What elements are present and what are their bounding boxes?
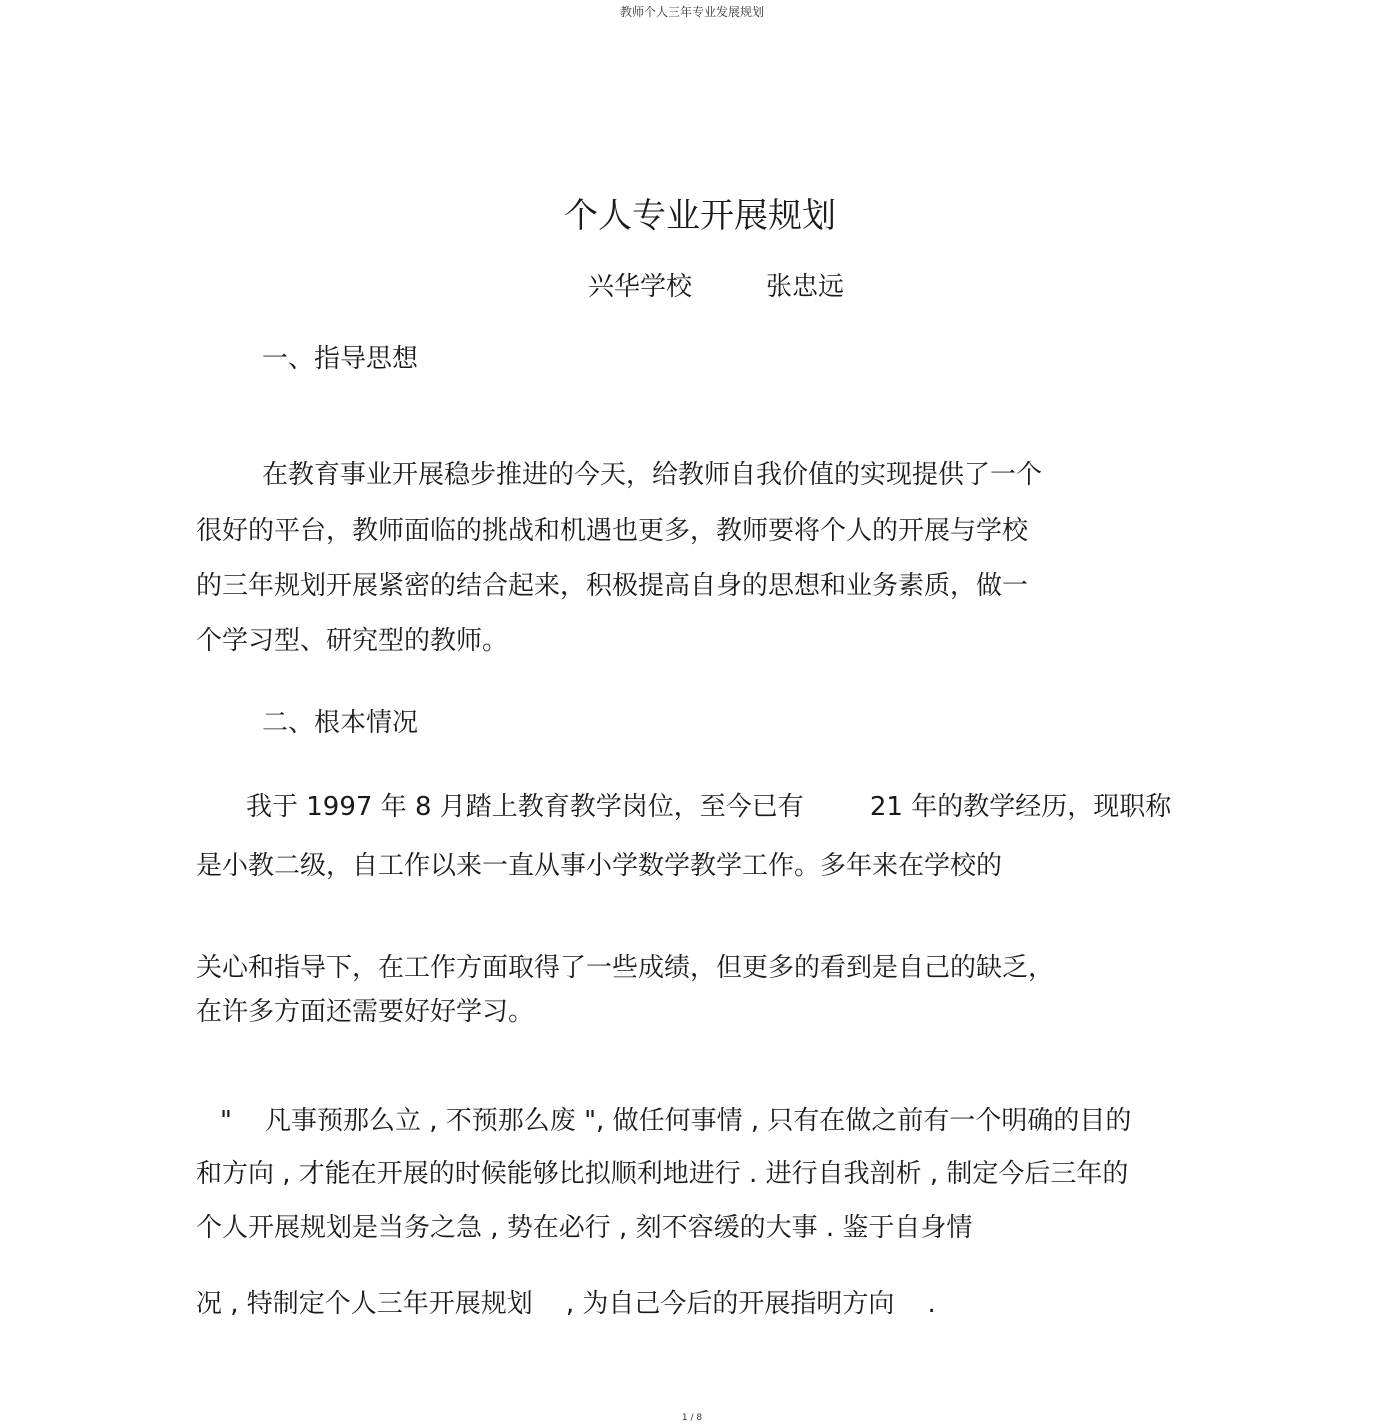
paragraph-line: " 凡事预那么立 , 不预那么废 ", 做任何事情 , 只有在做之前有一个明确的目的 — [220, 1106, 1132, 1136]
author-name: 张忠远 — [766, 272, 845, 302]
paragraph-line: 我于 1997 年 8 月踏上教育教学岗位，至今已有 21 年的教学经历，现职称 — [246, 792, 1172, 822]
paragraph-line: 个人开展规划是当务之急 , 势在必行 , 刻不容缓的大事 . 鉴于自身情 — [196, 1213, 973, 1243]
paragraph-line: 在教育事业开展稳步推进的今天，给教师自我价值的实现提供了一个 — [262, 460, 1043, 490]
document-title: 个人专业开展规划 — [564, 196, 836, 236]
paragraph-line: 个学习型、研究型的教师。 — [196, 626, 509, 656]
paragraph-line: 在许多方面还需要好好学习。 — [196, 997, 535, 1027]
page-number: 1 / 8 — [681, 1413, 703, 1423]
paragraph-line: 的三年规划开展紧密的结合起来，积极提高自身的思想和业务素质，做一 — [196, 571, 1029, 601]
school-name: 兴华学校 — [588, 272, 693, 302]
section-heading-guiding-thought: 一、指导思想 — [262, 344, 419, 374]
paragraph-line: 是小教二级，自工作以来一直从事小学数学教学工作。多年来在学校的 — [196, 851, 1003, 881]
paragraph-line: 关心和指导下，在工作方面取得了一些成绩，但更多的看到是自己的缺乏， — [196, 953, 1055, 983]
running-header: 教师个人三年专业发展规划 — [619, 5, 764, 19]
section-heading-basic-situation: 二、根本情况 — [262, 708, 419, 738]
paragraph-line: 况 , 特制定个人三年开展规划 , 为自己今后的开展指明方向 . — [196, 1289, 936, 1319]
paragraph-line: 和方向 , 才能在开展的时候能够比拟顺利地进行 . 进行自我剖析 , 制定今后三年的 — [196, 1159, 1129, 1189]
paragraph-line: 很好的平台，教师面临的挑战和机遇也更多，教师要将个人的开展与学校 — [196, 516, 1029, 546]
